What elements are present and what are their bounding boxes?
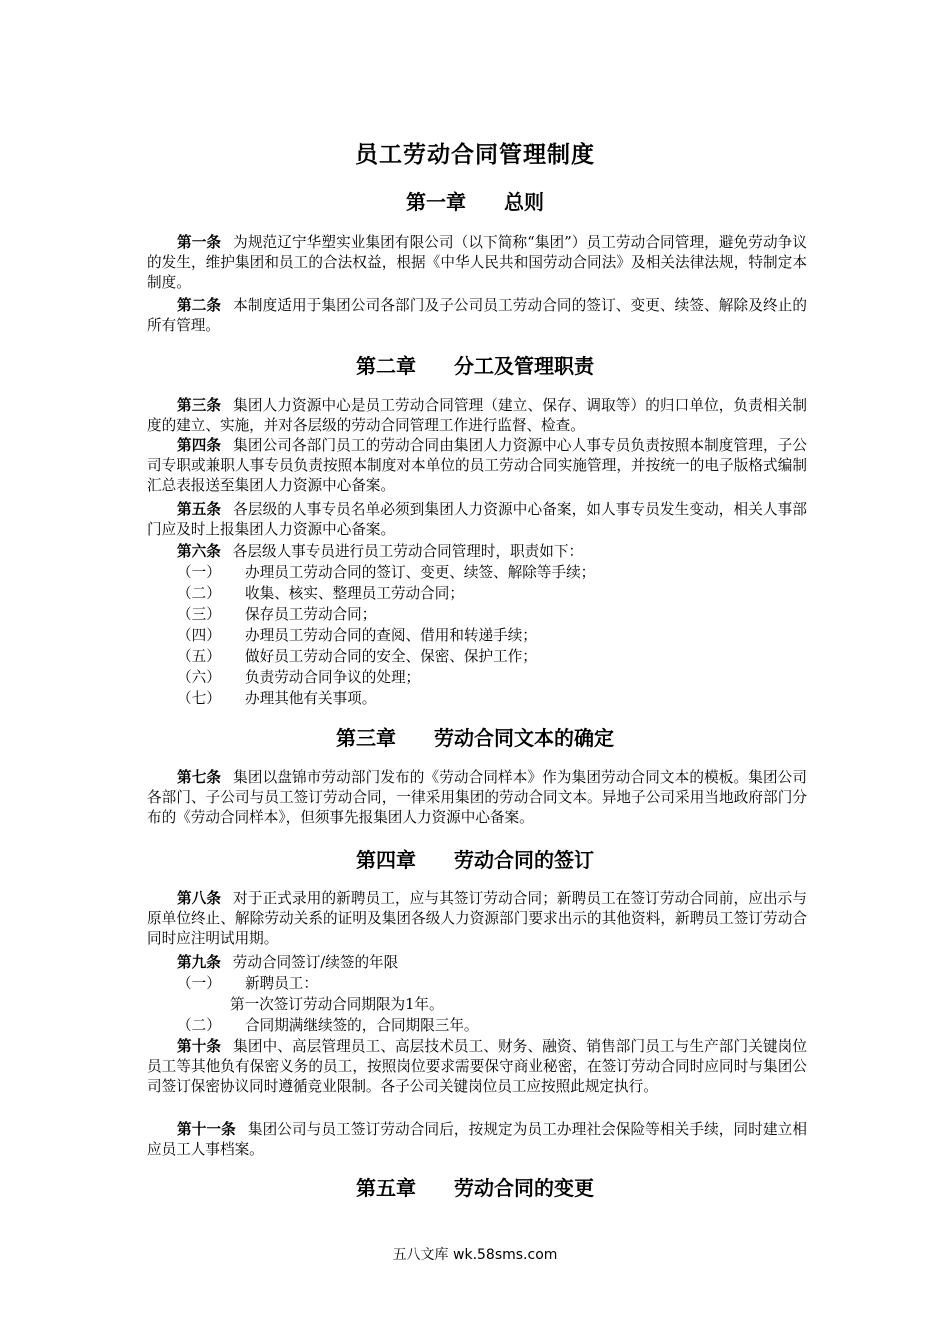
article-text: 集团公司与员工签订劳动合同后，按规定为员工办理社会保险等相关手续，同时建立相应员工人事档案。 <box>147 1121 807 1158</box>
chapter-name: 总则 <box>504 190 544 214</box>
list-item <box>177 605 807 625</box>
article-label: 第十一条 <box>177 1121 236 1138</box>
article-label: 第五条 <box>177 501 222 518</box>
article-5 <box>147 500 807 540</box>
list-item <box>177 1016 807 1036</box>
chapter-name: 劳动合同的变更 <box>454 1176 594 1200</box>
article-label: 第六条 <box>177 543 221 560</box>
article-label: 第一条 <box>177 234 222 251</box>
article-label: 第九条 <box>177 954 221 971</box>
list-item <box>177 626 807 646</box>
list-item <box>177 584 807 604</box>
list-item-number: （三） <box>177 606 221 623</box>
article-label: 第三条 <box>177 397 222 414</box>
article-text: 集团人力资源中心是员工劳动合同管理（建立、保存、调取等）的归口单位，负责相关制度的建立、实施，并对各层级的劳动合同管理工作进行监督、检查。 <box>147 397 807 434</box>
list-item-text: 合同期满继续签的，合同期限三年。 <box>245 1017 479 1034</box>
list-item <box>177 647 807 667</box>
article-text: 劳动合同签订/续签的年限 <box>232 954 399 971</box>
article-3 <box>147 396 807 436</box>
chapter-heading-4 <box>0 844 950 873</box>
list-item-text: 办理其他有关事项。 <box>245 690 377 707</box>
list-item-text: 收集、核实、整理员工劳动合同； <box>245 585 464 602</box>
article-text: 集团中、高层管理员工、高层技术员工、财务、融资、销售部门员工与生产部门关键岗位员工等其他负有保密义务的员工，按照岗位要求需要保守商业秘密，在签订劳动合同时应同时与集团公司签订保密协议同时遵循竞业限制。各子公司关键岗位员工应按照此规定执行。 <box>147 1038 807 1095</box>
article-label: 第四条 <box>177 437 222 454</box>
chapter-heading-3 <box>0 722 950 751</box>
article-label: 第十条 <box>177 1038 222 1055</box>
chapter-heading-1 <box>0 186 950 215</box>
chapter-number: 第五章 <box>356 1176 416 1200</box>
list-item-text: 新聘员工： <box>245 975 318 992</box>
list-item-number: （五） <box>177 648 221 665</box>
article-2 <box>147 296 807 336</box>
article-7 <box>147 768 807 828</box>
list-item <box>177 689 807 709</box>
list-item-text: 负责劳动合同争议的处理； <box>245 669 421 686</box>
chapter-name: 分工及管理职责 <box>454 354 594 378</box>
article-text: 对于正式录用的新聘员工，应与其签订劳动合同；新聘员工在签订劳动合同前，应出示与原单位终止、解除劳动关系的证明及集团各级人力资源部门要求出示的其他资料，新聘员工签订劳动合同时应注明试用期。 <box>147 890 807 947</box>
list-item-number: （七） <box>177 690 221 707</box>
chapter-number: 第一章 <box>406 190 466 214</box>
chapter-number: 第四章 <box>356 848 416 872</box>
list-item <box>177 668 807 688</box>
article-9 <box>147 953 807 973</box>
article-11 <box>147 1120 807 1160</box>
list-item-number: （一） <box>177 564 221 581</box>
chapter-name: 劳动合同文本的确定 <box>434 726 614 750</box>
article-text: 为规范辽宁华塑实业集团有限公司（以下简称“集团”）员工劳动合同管理，避免劳动争议的发生，维护集团和员工的合法权益，根据《中华人民共和国劳动合同法》及相关法律法规，特制定本制度。 <box>147 234 807 291</box>
article-label: 第二条 <box>177 297 222 314</box>
list-item-number: （二） <box>177 1017 221 1034</box>
page-title: 员工劳动合同管理制度 <box>355 142 595 168</box>
article-4 <box>147 436 807 496</box>
article-label: 第八条 <box>177 890 222 907</box>
article-text: 集团以盘锦市劳动部门发布的《劳动合同样本》作为集团劳动合同文本的模板。集团公司各部门、子公司与员工签订劳动合同，一律采用集团的劳动合同文本。异地子公司采用当地政府部门分布的《劳动合同样本》，但须事先报集团人力资源中心备案。 <box>147 769 807 826</box>
list-item-number: （六） <box>177 669 221 686</box>
list-item-text: 办理员工劳动合同的签订、变更、续签、解除等手续； <box>245 564 596 581</box>
article-label: 第七条 <box>177 769 222 786</box>
article-text: 集团公司各部门员工的劳动合同由集团人力资源中心人事专员负责按照本制度管理，子公司专职或兼职人事专员负责按照本制度对本单位的员工劳动合同实施管理，并按统一的电子版格式编制汇总表报送至集团人力资源中心备案。 <box>147 437 807 494</box>
list-item-text: 办理员工劳动合同的查阅、借用和转递手续； <box>245 627 537 644</box>
chapter-number: 第二章 <box>356 354 416 378</box>
article-text: 本制度适用于集团公司各部门及子公司员工劳动合同的签订、变更、续签、解除及终止的所有管理。 <box>147 297 807 334</box>
chapter-name: 劳动合同的签订 <box>454 848 594 872</box>
list-item <box>177 974 807 994</box>
list-item-detail: 第一次签订劳动合同期限为1年。 <box>230 996 444 1013</box>
article-1 <box>147 233 807 293</box>
list-item-number: （二） <box>177 585 221 602</box>
footer-watermark: 五八文库 wk.58sms.com <box>392 1247 558 1263</box>
chapter-heading-5 <box>0 1172 950 1201</box>
list-item-text: 保存员工劳动合同； <box>245 606 377 623</box>
list-item-number: （一） <box>177 975 221 992</box>
article-8 <box>147 889 807 949</box>
article-text: 各层级的人事专员名单必须到集团人力资源中心备案，如人事专员发生变动，相关人事部门应及时上报集团人力资源中心备案。 <box>147 501 807 538</box>
article-6 <box>147 542 807 562</box>
list-item-number: （四） <box>177 627 221 644</box>
chapter-heading-2 <box>0 350 950 379</box>
chapter-number: 第三章 <box>336 726 396 750</box>
list-item <box>177 563 807 583</box>
article-10 <box>147 1037 807 1097</box>
list-item-text: 做好员工劳动合同的安全、保密、保护工作； <box>245 648 537 665</box>
article-text: 各层级人事专员进行员工劳动合同管理时，职责如下： <box>232 543 584 560</box>
